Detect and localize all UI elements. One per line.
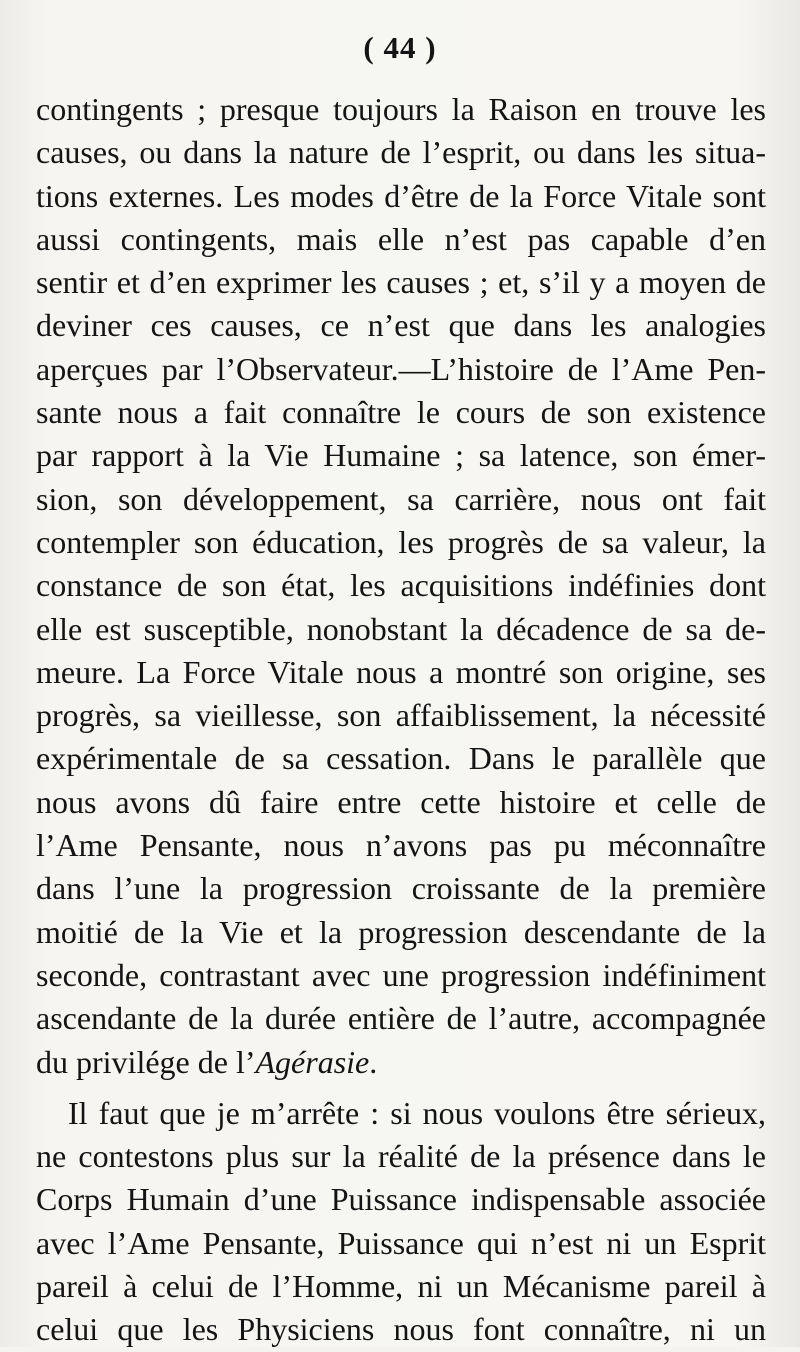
paragraph-gap <box>36 1084 766 1092</box>
text-line: ne contestons plus sur la réalité de la présence dans le <box>36 1138 766 1175</box>
text-line: celui que les Physiciens nous font connaître, ni un <box>36 1311 766 1348</box>
text-line: sentir et d’en exprimer les causes ; et, s’il y a moyen de <box>36 264 766 301</box>
text-line: moitié de la Vie et la progression descendante de la <box>36 913 766 950</box>
italic-term: Agérasie <box>255 1043 370 1080</box>
text-line: tions externes. Les modes d’être de la Force Vitale sont <box>36 177 766 214</box>
text-line: sante nous a fait connaître le cours de son existence <box>36 394 766 431</box>
text-fragment: du privilége de l’ <box>36 1043 256 1080</box>
text-line: avec l’Ame Pensante, Puissance qui n’est ni un Esprit <box>36 1224 766 1261</box>
text-line: Il faut que je m’arrête : si nous voulons être sérieux, <box>68 1094 766 1131</box>
paragraph-2 <box>36 1092 766 1352</box>
text-line: pareil à celui de l’Homme, ni un Mécanisme pareil à <box>36 1268 766 1305</box>
text-line: expérimentale de sa cessation. Dans le parallèle que <box>36 740 766 777</box>
text-line: contingents ; presque toujours la Raison en trouve les <box>36 91 766 127</box>
text-line-last <box>36 1041 766 1084</box>
body-text <box>36 88 766 1352</box>
text-line: Corps Humain d’une Puissance indispensable associée <box>36 1181 766 1218</box>
page-number: ( 44 ) <box>363 30 437 65</box>
text-line: ascendante de la durée entière de l’autre, accompagnée <box>36 1000 766 1037</box>
text-line: progrès, sa vieillesse, son affaiblissement, la nécessité <box>36 697 766 734</box>
paragraph-1 <box>36 88 766 1084</box>
text-line: aperçues par l’Observateur.—L’histoire de l’Ame Pen- <box>36 350 766 387</box>
text-fragment: . <box>369 1043 378 1080</box>
text-line: dans l’une la progression croissante de la première <box>36 870 766 907</box>
text-line: elle est susceptible, nonobstant la décadence de sa de- <box>36 610 766 647</box>
text-line: deviner ces causes, ce n’est que dans les analogies <box>36 307 766 344</box>
text-line: nous avons dû faire entre cette histoire et celle de <box>36 783 766 820</box>
text-line: aussi contingents, mais elle n’est pas capable d’en <box>36 220 766 257</box>
text-line: constance de son état, les acquisitions indéfinies dont <box>36 567 766 604</box>
text-line: meure. La Force Vitale nous a montré son origine, ses <box>36 653 766 690</box>
text-line: contempler son éducation, les progrès de sa valeur, la <box>36 523 766 560</box>
text-line: sion, son développement, sa carrière, nous ont fait <box>36 480 766 517</box>
text-line: causes, ou dans la nature de l’esprit, ou dans les situa- <box>36 134 766 171</box>
text-line: l’Ame Pensante, nous n’avons pas pu méconnaître <box>36 827 766 864</box>
text-line: par rapport à la Vie Humaine ; sa latence, son émer- <box>36 437 766 474</box>
text-line: seconde, contrastant avec une progression indéfiniment <box>36 956 766 993</box>
